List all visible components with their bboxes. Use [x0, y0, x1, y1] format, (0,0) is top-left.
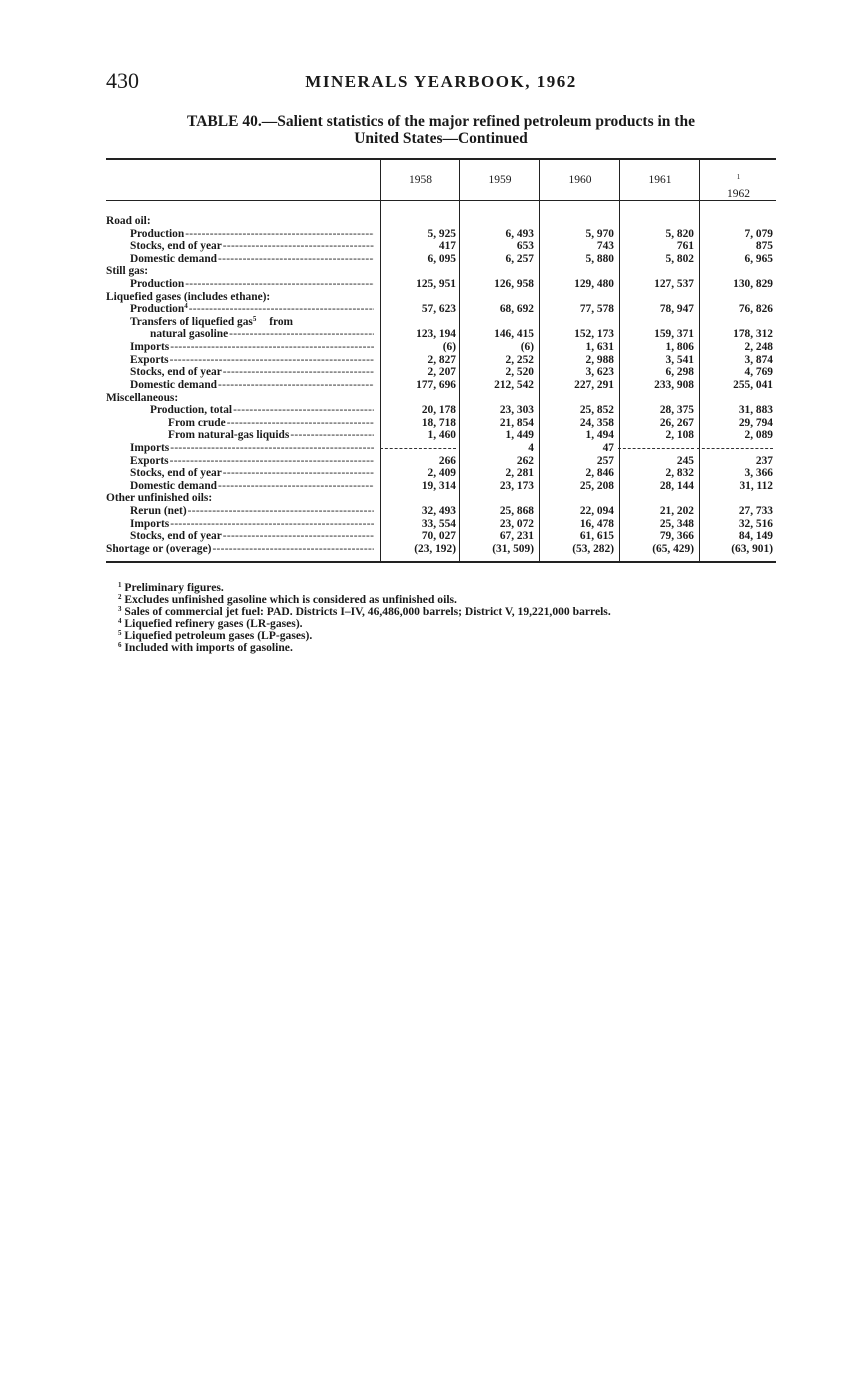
cell-1959: 23, 173	[499, 479, 534, 492]
row-label-text: Production	[130, 278, 185, 291]
cell-1962: 31, 112	[739, 479, 773, 492]
row-label	[106, 530, 374, 543]
footnote-mark: 3	[118, 604, 122, 613]
row-label	[106, 455, 374, 468]
col-header-1962: 1962 $^1$	[699, 160, 777, 200]
cell-1960: 47	[602, 441, 614, 454]
cell-1960: 1, 494	[585, 429, 614, 442]
row-label	[106, 354, 374, 367]
col-header-1959: 1959	[459, 160, 540, 200]
cell-1958: (6)	[442, 341, 456, 354]
row-label-text: From crude	[168, 416, 226, 429]
footnote	[118, 642, 798, 654]
cell-1958: 70, 027	[421, 530, 456, 543]
cell-1962: 76, 826	[738, 303, 773, 316]
footnote-text: Sales of commercial jet fuel: PAD. Districts I–IV, 46,486,000 barrels; District V, 19,221,000 barrels.	[121, 604, 611, 618]
row-label-text: Transfers of liquefied gas	[130, 315, 253, 328]
row-label-text: Imports	[130, 441, 170, 454]
cell-1962: 3, 874	[744, 353, 773, 366]
row-label	[106, 215, 374, 228]
cell-1962	[697, 448, 773, 449]
row-label-text: Road oil:	[106, 215, 151, 227]
row-label	[106, 265, 374, 278]
cell-1960: 227, 291	[574, 378, 614, 391]
table-row	[106, 354, 776, 367]
table-body	[106, 201, 776, 563]
col-header-1961: 1961	[619, 160, 700, 200]
table-row	[106, 543, 776, 556]
row-label-text: Imports	[130, 517, 170, 530]
cell-1962: 237	[755, 454, 773, 467]
cell-1960: 743	[596, 240, 614, 253]
cell-1958: 417	[438, 240, 456, 253]
row-label-text: Still gas:	[106, 265, 149, 278]
cell-1959: 1, 449	[505, 429, 534, 442]
table-row	[106, 265, 776, 278]
row-label	[106, 492, 374, 505]
footnote-text: Liquefied petroleum gases (LP-gases).	[121, 628, 313, 642]
cell-1960: 25, 208	[579, 479, 614, 492]
cell-1959: 4	[528, 441, 534, 454]
cell-1960: 2, 846	[585, 467, 614, 480]
table-row	[106, 404, 776, 417]
cell-1962: 2, 248	[744, 341, 773, 354]
footnote-text: Liquefied refinery gases (LR-gases).	[121, 616, 303, 630]
row-label: Transfers of liquefied gas$^5$ from	[130, 315, 294, 328]
table-column-header	[106, 160, 776, 201]
col-header-1958: 1958	[380, 160, 460, 200]
row-label	[106, 442, 374, 455]
cell-1961: 25, 348	[659, 517, 694, 530]
table-row	[106, 442, 776, 455]
cell-1961: (65, 429)	[652, 542, 694, 555]
footnotes	[118, 582, 798, 653]
cell-1961: 2, 108	[665, 429, 694, 442]
table-row	[106, 429, 776, 442]
running-title: MINERALS YEARBOOK, 1962	[305, 72, 577, 91]
statistics-table	[106, 158, 776, 563]
cell-1960: 3, 623	[585, 366, 614, 379]
footnote-mark: 1	[118, 581, 122, 589]
cell-1958: 20, 178	[421, 404, 456, 417]
row-label	[106, 278, 374, 291]
cell-1960: 152, 173	[574, 328, 614, 341]
cell-1962: 84, 149	[738, 530, 773, 543]
footnote-mark: 2	[118, 592, 122, 601]
row-label	[106, 228, 374, 241]
cell-1962: 6, 965	[744, 252, 773, 265]
cell-1958: 266	[438, 454, 456, 467]
cell-1959: 262	[516, 454, 534, 467]
cell-1961: 6, 298	[665, 366, 694, 379]
table-row	[106, 278, 776, 291]
cell-1962: 130, 829	[733, 278, 773, 291]
row-label	[106, 505, 374, 518]
cell-1958	[380, 448, 456, 449]
cell-1960: 2, 988	[585, 353, 614, 366]
row-label-text: Miscellaneous:	[106, 391, 179, 404]
cell-1960: 24, 358	[579, 416, 614, 429]
cell-1959: 2, 252	[505, 353, 534, 366]
row-label-text: Domestic demand	[130, 252, 218, 265]
cell-1960: 25, 852	[579, 404, 614, 417]
cell-1962: 31, 883	[738, 404, 773, 417]
row-label	[106, 543, 374, 556]
cell-1960: 22, 094	[579, 505, 614, 518]
cell-1962: 3, 366	[744, 467, 773, 480]
table-row	[106, 518, 776, 531]
cell-1958: 125, 951	[416, 278, 456, 291]
table-row	[106, 291, 776, 304]
table-row	[106, 328, 776, 341]
footnote-text: Included with imports of gasoline.	[121, 640, 293, 654]
cell-1958: 5, 925	[427, 227, 456, 240]
cell-1959: 67, 231	[499, 530, 534, 543]
row-label-text: Liquefied gases (includes ethane):	[106, 290, 271, 303]
cell-1961: 761	[676, 240, 694, 253]
cell-1961: 79, 366	[659, 530, 694, 543]
row-label	[106, 341, 374, 354]
page-header	[106, 68, 776, 98]
row-label-text: Domestic demand	[130, 479, 218, 492]
cell-1959: 68, 692	[499, 303, 534, 316]
table-row	[106, 417, 776, 430]
table-row	[106, 366, 776, 379]
footnote-mark: 6	[118, 640, 122, 649]
cell-1961: 5, 820	[665, 227, 694, 240]
cell-1960: 77, 578	[579, 303, 614, 316]
row-label	[106, 253, 374, 266]
cell-1961: 21, 202	[659, 505, 694, 518]
row-label	[106, 404, 374, 417]
cell-1961: 3, 541	[665, 353, 694, 366]
cell-1959: 6, 257	[505, 252, 534, 265]
table-title-line-1: TABLE 40.—Salient statistics of the major refined petroleum products in the	[187, 113, 695, 130]
footnote-mark: 4	[118, 616, 122, 625]
cell-1961: 1, 806	[665, 341, 694, 354]
cell-1962: 875	[755, 240, 773, 253]
cell-1961: 5, 802	[665, 252, 694, 265]
cell-1959: 2, 520	[505, 366, 534, 379]
cell-1961: 26, 267	[659, 416, 694, 429]
cell-1960: 5, 970	[585, 227, 614, 240]
row-label: Production$^4$ -----	[106, 303, 374, 316]
cell-1960: 16, 478	[579, 517, 614, 530]
footnote-text: Excludes unfinished gasoline which is considered as unfinished oils.	[121, 592, 457, 606]
cell-1961: 245	[676, 454, 694, 467]
cell-1960: 257	[596, 454, 614, 467]
table-row	[106, 492, 776, 505]
cell-1961: 233, 908	[654, 378, 694, 391]
cell-1960: (53, 282)	[572, 542, 614, 555]
row-label-text: Domestic demand	[130, 378, 218, 391]
stub-header	[106, 160, 380, 200]
cell-1958: 2, 409	[427, 467, 456, 480]
cell-1961: 127, 537	[654, 278, 694, 291]
table-row	[106, 455, 776, 468]
cell-1962: 7, 079	[744, 227, 773, 240]
row-label-text: Production	[130, 227, 185, 240]
row-label	[106, 366, 374, 379]
cell-1962: 32, 516	[738, 517, 773, 530]
cell-1962: 29, 794	[738, 416, 773, 429]
cell-1959: 2, 281	[505, 467, 534, 480]
row-label	[106, 240, 374, 253]
cell-1958: 33, 554	[421, 517, 456, 530]
cell-1959: 212, 542	[494, 378, 534, 391]
row-label-text: Imports	[130, 341, 170, 354]
row-label-text: Production	[130, 303, 185, 316]
cell-1962: 4, 769	[744, 366, 773, 379]
cell-1959: 126, 958	[494, 278, 534, 291]
table-row	[106, 505, 776, 518]
row-label-text: Rerun (net)	[130, 505, 187, 518]
table-row	[106, 240, 776, 253]
cell-1958: 123, 194	[416, 328, 456, 341]
row-label	[106, 417, 374, 430]
table-title-line-2: United States—Continued	[354, 130, 528, 147]
row-label	[106, 429, 374, 442]
cell-1958: 177, 696	[416, 378, 456, 391]
cell-1958: 32, 493	[421, 505, 456, 518]
table-row	[106, 379, 776, 392]
cell-1958: 1, 460	[427, 429, 456, 442]
table-row	[106, 316, 776, 329]
cell-1959: 25, 868	[499, 505, 534, 518]
cell-1961	[618, 448, 694, 449]
table-row	[106, 467, 776, 480]
cell-1959: 21, 854	[499, 416, 534, 429]
row-label	[106, 379, 374, 392]
table-row	[106, 392, 776, 405]
footnote-mark: 5	[118, 628, 122, 637]
row-label-text: From natural-gas liquids	[168, 429, 290, 442]
footnote-text: Preliminary figures.	[121, 581, 224, 594]
table-row	[106, 303, 776, 316]
cell-1962: 2, 089	[744, 429, 773, 442]
cell-1959: (31, 509)	[492, 542, 534, 555]
col-header-1960: 1960	[539, 160, 620, 200]
cell-1961: 28, 375	[659, 404, 694, 417]
cell-1961: 28, 144	[659, 479, 694, 492]
row-label	[106, 328, 374, 341]
cell-1958: (23, 192)	[414, 542, 456, 555]
row-label	[106, 467, 374, 480]
table-row	[106, 228, 776, 241]
cell-1959: 653	[516, 240, 534, 253]
row-label-text: Stocks, end of year	[130, 366, 222, 379]
cell-1962: (63, 901)	[731, 542, 773, 555]
cell-1960: 129, 480	[574, 278, 614, 291]
row-label-text: Production, total	[150, 404, 233, 417]
table-row	[106, 480, 776, 493]
cell-1959: 146, 415	[494, 328, 534, 341]
row-label-text: Shortage or (overage)	[106, 542, 212, 555]
cell-1958: 2, 827	[427, 353, 456, 366]
cell-1959: 23, 303	[499, 404, 534, 417]
cell-1958: 57, 623	[421, 303, 456, 316]
table-row	[106, 215, 776, 228]
cell-1962: 178, 312	[733, 328, 773, 341]
cell-1958: 19, 314	[421, 479, 456, 492]
page-number: 430	[106, 68, 139, 93]
row-label-text: Stocks, end of year	[130, 467, 222, 480]
row-label-text: Stocks, end of year	[130, 530, 222, 543]
cell-1960: 1, 631	[585, 341, 614, 354]
row-label	[106, 392, 374, 405]
table-row	[106, 341, 776, 354]
cell-1959: 23, 072	[499, 517, 534, 530]
row-label-text: Exports	[130, 353, 169, 366]
cell-1958: 2, 207	[427, 366, 456, 379]
row-label	[106, 480, 374, 493]
cell-1958: 18, 718	[421, 416, 456, 429]
cell-1961: 159, 371	[654, 328, 694, 341]
cell-1958: 6, 095	[427, 252, 456, 265]
table-title	[106, 113, 776, 147]
row-label-text: Other unfinished oils:	[106, 492, 213, 505]
cell-1961: 2, 832	[665, 467, 694, 480]
cell-1961: 78, 947	[659, 303, 694, 316]
table-row	[106, 253, 776, 266]
row-label-text: Stocks, end of year	[130, 240, 222, 253]
table-row	[106, 530, 776, 543]
cell-1962: 255, 041	[733, 378, 773, 391]
cell-1960: 61, 615	[579, 530, 614, 543]
row-label-text: Exports	[130, 454, 169, 467]
cell-1962: 27, 733	[738, 505, 773, 518]
row-label	[106, 518, 374, 531]
cell-1959: (6)	[520, 341, 534, 354]
cell-1959: 6, 493	[505, 227, 534, 240]
row-label	[106, 291, 374, 304]
cell-1960: 5, 880	[585, 252, 614, 265]
row-label-text: natural gasoline	[150, 328, 229, 341]
